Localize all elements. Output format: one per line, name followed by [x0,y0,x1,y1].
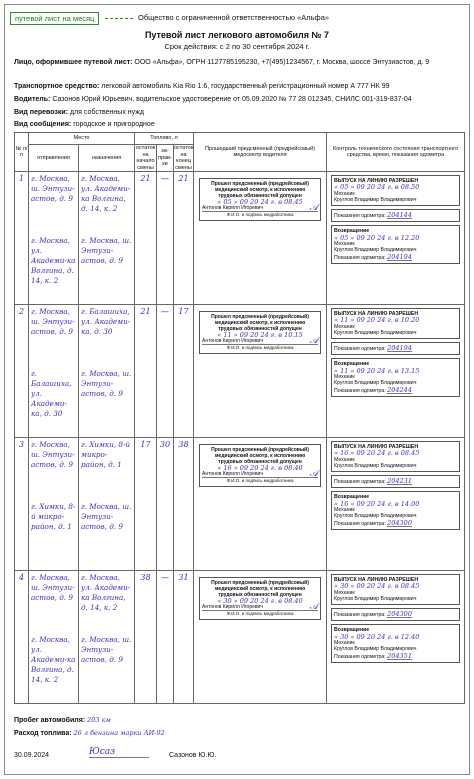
fuel-filled: — [157,571,174,704]
return-mechanic-label: Механик [334,241,355,248]
table-row [15,438,465,571]
validity-period: Срок действия: с 2 по 30 сентября 2024 г. [164,42,310,51]
release-label: ВЫПУСК НА ЛИНИЮ РАЗРЕШЕН [334,577,419,583]
driver-value: Сазонов Юрий Юрьевич, водительское удостоверение от 05.09.2020 № 77 28 012345, СНИЛС 001-319-837-04 [52,96,412,103]
fuel-start: 38 [135,571,157,704]
trip-from: г. Москва, ш. Энтузи-астов, д. 9 [31,573,75,602]
return-mechanic-name: Круглов Владимир Владимирович [334,513,417,520]
odometer-start-label: Показания одометра: [334,479,386,486]
release-mechanic-label: Механик [334,589,355,596]
release-mechanic-name: Круглов Владимир Владимирович [334,196,417,203]
odometer-start: 204300 [387,610,412,619]
trip-to: г. Балашиха, ул. Академи-ка, д. 30 [81,307,131,336]
return-mechanic-name: Круглов Владимир Владимирович [334,247,417,254]
release-stamp [331,574,460,605]
mileage-value: 203 км [87,716,111,724]
communication-label: Вид сообщения: [14,121,72,128]
odometer-start-box [331,342,460,355]
med-cell [194,571,327,704]
odometer-start-label: Показания одометра: [334,612,386,619]
signature-date: 30.09.2024 [14,752,50,759]
tech-cell [327,571,465,704]
organization-name: Общество с ограниченной ответственностью «Альфа» [138,13,330,22]
fuel-start: 17 [135,438,157,571]
return-label: Возвращение [334,361,370,368]
release-mechanic-label: Механик [334,190,355,197]
tech-cell [327,305,465,438]
med-date: « 05 » 09 20 24 г. в 08.45 [217,198,303,206]
med-caption: Ф.И.О. и подпись медработника [202,344,318,351]
fuel-consumption-line [14,729,165,737]
to-cell [79,571,135,704]
driver-line [14,95,464,104]
med-date: « 30 » 09 20 24 г. в 08.40 [217,597,303,605]
return-stamp [331,624,460,662]
trip-to: г. Москва, ш. Энтузи-астов, д. 9 [81,236,132,265]
table-row [15,571,465,704]
fuel-end: 17 [174,305,194,438]
return-time: « 30 » 09 20 24 г. в 12.40 [334,632,420,641]
return-mechanic-label: Механик [334,374,355,381]
medic-signature: 𝒜 [309,602,319,612]
odometer-start-box [331,209,460,222]
fuel-start: 21 [135,305,157,438]
col-fuel-header: Топливо, л [135,133,194,145]
table-row [15,305,465,438]
vehicle-label: Транспортное средство: [14,83,100,90]
fuel-end: 21 [174,172,194,305]
med-stamp-text: Прошел предсменный (предрейсовый) медицинский осмотр, к исполнению трудовых обязанностей допущен [211,314,309,332]
odometer-start-label: Показания одометра: [334,213,386,220]
release-mechanic-name: Круглов Владимир Владимирович [334,329,417,336]
from-cell [29,172,79,305]
trip-from: г. Москва, ш. Энтузи-астов, д. 9 [31,440,75,469]
driver-signature: Юсаз [89,747,149,758]
fuel-end: 31 [174,571,194,704]
return-stamp [331,491,460,529]
trip-to: г. Москва, ул. Академи-ка Волгина, д. 14, к. 2 [81,174,131,213]
odometer-end-label: Показания одометра: [334,387,386,394]
return-mechanic-name: Круглов Владимир Владимирович [334,646,417,653]
person-label: Лицо, оформившее путевой лист: [14,59,133,66]
transport-line [14,108,464,117]
vehicle-value: легковой автомобиль Kia Rio 1.6, государственный регистрационный номер А 777 НК 99 [101,83,390,90]
med-stamp [199,178,321,221]
fuel-filled: — [157,172,174,305]
mileage-label: Пробег автомобиля: [14,717,86,724]
med-stamp [199,311,321,354]
return-mechanic-label: Механик [334,640,355,647]
med-caption: Ф.И.О. и подпись медработника [202,610,318,617]
col-med-header: Прошедший предсменный (предрейсовый) медосмотр водителя [194,133,327,172]
medic-name: Антонов Кирилл Игоревич [202,205,263,211]
col-place-header: Место [29,133,135,145]
med-cell [194,438,327,571]
medic-name: Антонов Кирилл Игоревич [202,604,263,610]
release-time: « 05 » 09 20 24 г. в 08.50 [334,183,420,192]
odometer-start: 204144 [387,211,412,220]
from-cell [29,438,79,571]
odometer-end-row [334,520,457,527]
medic-signature: 𝒜 [309,336,319,346]
communication-line [14,120,464,129]
communication-value: городское и пригородное [73,121,155,128]
mileage-line [14,716,111,724]
return-time: « 11 » 09 20 24 г. в 13.15 [334,366,420,375]
med-stamp-text: Прошел предсменный (предрейсовый) медицинский осмотр, к исполнению трудовых обязанностей допущен [211,181,309,199]
tech-cell [327,438,465,571]
odometer-end-label: Показания одометра: [334,520,386,527]
col-from-header: отправления [29,145,79,172]
odometer-end: 204300 [387,518,412,527]
medic-signature: 𝒜 [309,203,319,213]
fuel-start: 21 [135,172,157,305]
release-stamp [331,308,460,339]
med-date: « 16 » 09 20 24 г. в 08.40 [217,464,303,472]
col-tech-header: Контроль технического состояния транспортного средства, время, показания одометра [327,133,465,172]
return-stamp [331,358,460,396]
release-label: ВЫПУСК НА ЛИНИЮ РАЗРЕШЕН [334,444,419,450]
odometer-end-label: Показания одометра: [334,653,386,660]
trip-from: г. Москва, ул. Академи-ка Волгина, д. 14, к. 2 [31,635,76,684]
fuel-filled: 30 [157,438,174,571]
release-mechanic-name: Круглов Владимир Владимирович [334,595,417,602]
from-cell [29,305,79,438]
return-stamp [331,225,460,263]
trip-to: г. Москва, ул. Академи-ка Волгина, д. 14, к. 2 [81,573,131,612]
fuel-end: 38 [174,438,194,571]
to-cell [79,438,135,571]
table-row [15,172,465,305]
odometer-end-label: Показания одометра: [334,254,386,261]
release-label: ВЫПУСК НА ЛИНИЮ РАЗРЕШЕН [334,311,419,317]
fuel-consumption-label: Расход топлива: [14,730,72,737]
transport-value: для собственных нужд [70,109,144,116]
col-fuel-end-header: остаток на конец смены [174,145,194,171]
trips-table [14,132,465,704]
transport-label: Вид перевозки: [14,109,69,116]
col-fuel-start-header: остаток на начало смены [135,145,156,171]
release-stamp [331,441,460,472]
trip-to: г. Москва, ш. Энтузи-астов, д. 9 [81,369,132,398]
return-label: Возвращение [334,494,370,501]
driver-label: Водитель: [14,96,51,103]
release-mechanic-name: Круглов Владимир Владимирович [334,462,417,469]
row-num: 2 [15,305,29,438]
return-mechanic-label: Механик [334,507,355,514]
fuel-filled: — [157,305,174,438]
release-mechanic-label: Механик [334,323,355,330]
row-num: 1 [15,172,29,305]
medic-name: Антонов Кирилл Игоревич [202,338,263,344]
person-value: ООО «Альфа», ОГРН 1127785195230, +7(495)1234567, г. Москва, шоссе Энтузиастов, д. 9 [134,59,430,66]
return-label: Возвращение [334,228,370,235]
odometer-end-row [334,254,457,261]
signature-line [14,747,217,759]
to-cell [79,172,135,305]
row-num: 4 [15,571,29,704]
to-cell [79,305,135,438]
fuel-consumption-value: 26 л бензина марки АИ-92 [73,729,165,737]
col-fuel-filled-header: за-прав-ки [157,145,174,172]
release-mechanic-label: Механик [334,456,355,463]
odometer-start: 204231 [387,477,412,486]
tech-cell [327,172,465,305]
release-label: ВЫПУСК НА ЛИНИЮ РАЗРЕШЕН [334,178,419,184]
med-caption: Ф.И.О. и подпись медработника [202,211,318,218]
odometer-start-box [331,475,460,488]
odometer-end: 204244 [387,385,412,394]
vehicle-line [14,82,464,91]
row-num: 3 [15,438,29,571]
signer-name: Сазонов Ю.Ю. [169,752,217,759]
release-time: « 11 » 09 20 24 г. в 10.20 [334,316,420,325]
odometer-end-row [334,653,457,660]
waybill-type-tag: путевой лист на месяц [10,12,99,25]
release-time: « 16 » 09 20 24 г. в 08.45 [334,449,420,458]
odometer-start-label: Показания одометра: [334,346,386,353]
col-num-header: № п/п [15,133,29,172]
odometer-end: 204194 [387,252,412,261]
trip-to: г. Москва, ш. Энтузи-астов, д. 9 [81,635,132,664]
return-mechanic-name: Круглов Владимир Владимирович [334,380,417,387]
odometer-start: 204194 [387,344,412,353]
trip-to: г. Москва, ш. Энтузи-астов, д. 9 [81,502,132,531]
trip-from: г. Москва, ш. Энтузи-астов, д. 9 [31,307,75,336]
medic-name: Антонов Кирилл Игоревич [202,471,263,477]
trip-from: г. Москва, ул. Академи-ка Волгина, д. 14, к. 2 [31,236,76,285]
return-label: Возвращение [334,627,370,634]
return-time: « 16 » 09 20 24 г. в 14.00 [334,499,420,508]
odometer-end-row [334,387,457,394]
med-stamp [199,444,321,487]
med-stamp [199,577,321,620]
document-title: Путевой лист легкового автомобиля № 7 [144,30,330,40]
release-time: « 30 » 09 20 24 г. в 08.45 [334,582,420,591]
med-caption: Ф.И.О. и подпись медработника [202,477,318,484]
odometer-start-box [331,608,460,621]
med-stamp-text: Прошел предсменный (предрейсовый) медицинский осмотр, к исполнению трудовых обязанностей допущен [211,447,309,465]
tag-connector [105,18,133,19]
med-cell [194,305,327,438]
trip-from: г. Москва, ш. Энтузи-астов, д. 9 [31,174,75,203]
medic-signature: 𝒜 [309,469,319,479]
from-cell [29,571,79,704]
trip-from: г. Балашиха, ул. Академи-ка, д. 30 [31,369,72,418]
trip-from: г. Химки, 8-й микро-район, д. 1 [31,502,76,531]
med-date: « 11 » 09 20 24 г. в 10.15 [217,331,303,339]
return-time: « 05 » 09 20 24 г. в 12.20 [334,233,420,242]
release-stamp [331,175,460,206]
col-to-header: назначения [79,145,135,172]
person-line [14,58,464,67]
odometer-end: 204351 [387,651,412,660]
med-stamp-text: Прошел предсменный (предрейсовый) медицинский осмотр, к исполнению трудовых обязанностей допущен [211,580,309,598]
med-cell [194,172,327,305]
trip-to: г. Химки, 8-й микро-район, д. 1 [81,440,131,469]
